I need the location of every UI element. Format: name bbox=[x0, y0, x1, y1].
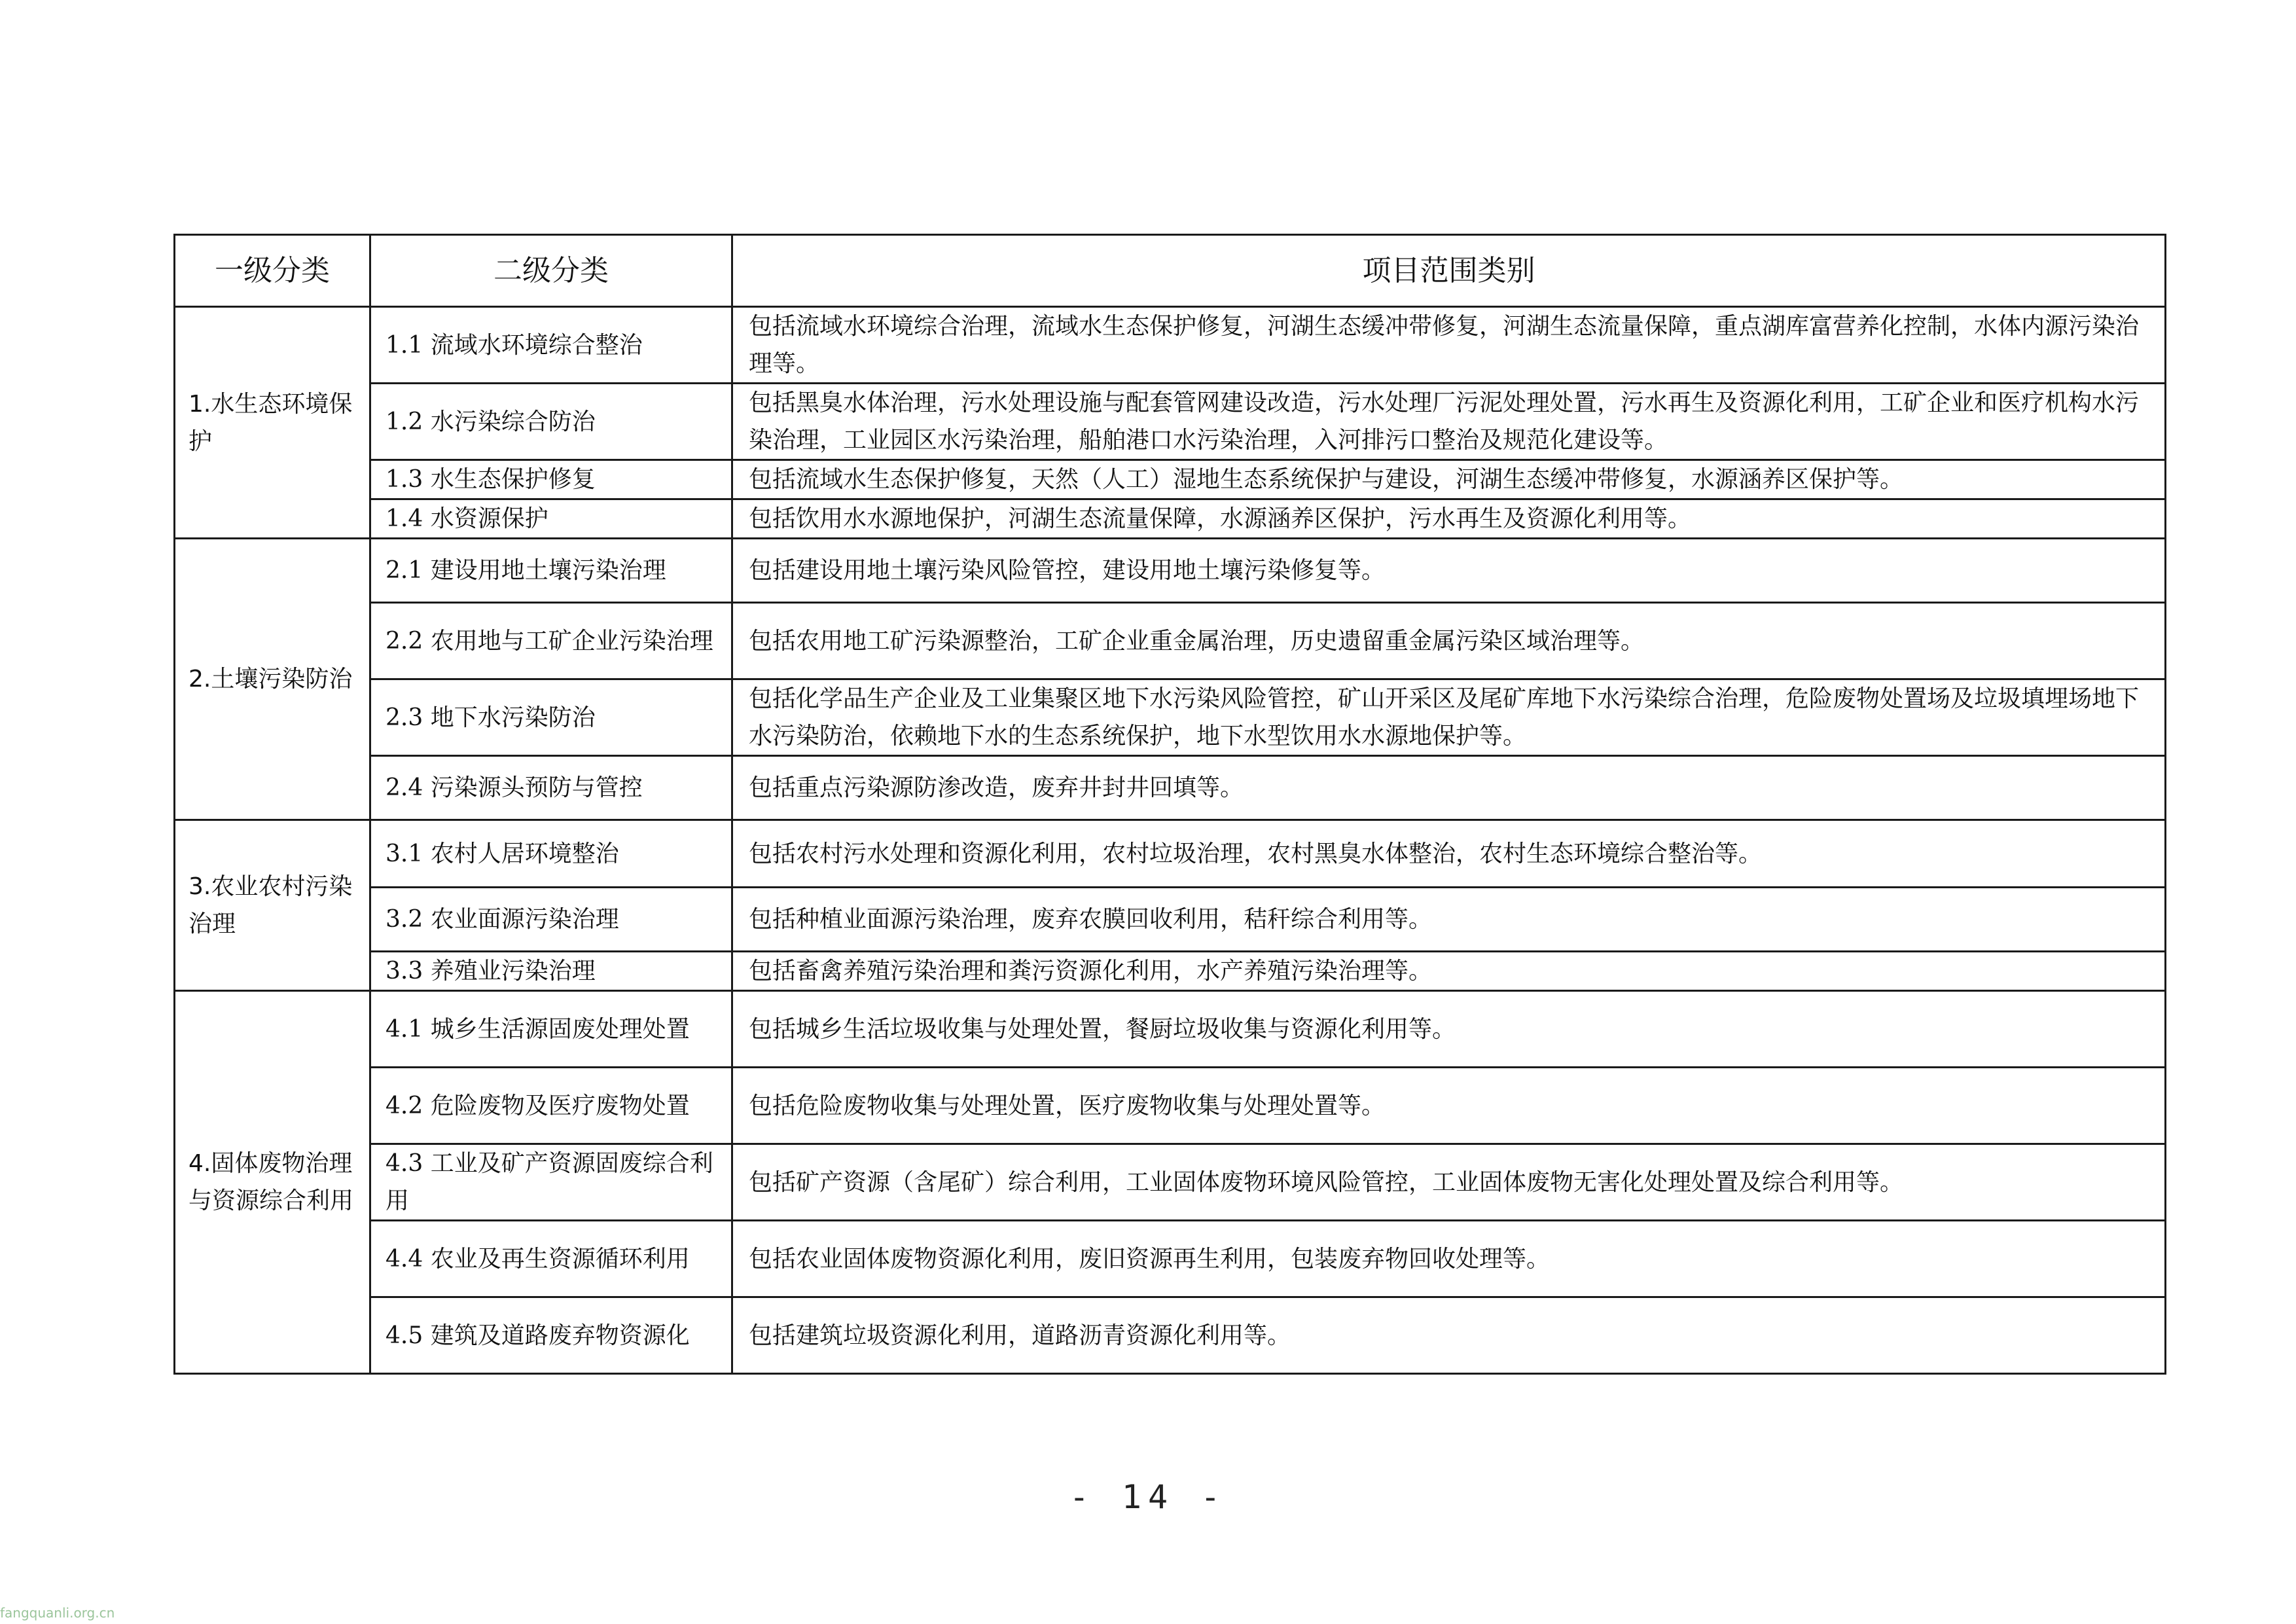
table-row bbox=[175, 499, 2166, 539]
project-scope-cell: 包括黑臭水体治理，污水处理设施与配套管网建设改造，污水处理厂污泥处理处置，污水再生及资源化利用，工矿企业和医疗机构水污染治理，工业园区水污染治理，船舶港口水污染治理，入河排污口整治及规范化建设等。 bbox=[732, 384, 2166, 460]
page-number: - 14 - bbox=[1069, 1478, 1227, 1516]
project-scope-cell: 包括重点污染源防渗改造，废弃井封井回填等。 bbox=[732, 756, 2166, 820]
project-scope-cell: 包括建筑垃圾资源化利用，道路沥青资源化利用等。 bbox=[732, 1297, 2166, 1374]
level2-category-cell: 2.2 农用地与工矿企业污染治理 bbox=[370, 603, 732, 679]
header-level1: 一级分类 bbox=[175, 235, 370, 307]
table-row bbox=[175, 307, 2166, 384]
table-row bbox=[175, 384, 2166, 460]
level2-category-cell: 4.3 工业及矿产资源固废综合利用 bbox=[370, 1144, 732, 1221]
level2-category-cell: 3.1 农村人居环境整治 bbox=[370, 820, 732, 888]
level2-category-cell: 3.2 农业面源污染治理 bbox=[370, 888, 732, 952]
level2-category-cell: 1.3 水生态保护修复 bbox=[370, 460, 732, 499]
table-row bbox=[175, 539, 2166, 603]
table-row bbox=[175, 820, 2166, 888]
project-scope-cell: 包括流域水生态保护修复，天然（人工）湿地生态系统保护与建设，河湖生态缓冲带修复，水源涵养区保护等。 bbox=[732, 460, 2166, 499]
level2-category-cell: 1.4 水资源保护 bbox=[370, 499, 732, 539]
table-row bbox=[175, 1144, 2166, 1221]
project-scope-cell: 包括流域水环境综合治理，流域水生态保护修复，河湖生态缓冲带修复，河湖生态流量保障，重点湖库富营养化控制，水体内源污染治理等。 bbox=[732, 307, 2166, 384]
level1-category-cell: 3.农业农村污染治理 bbox=[175, 820, 370, 991]
table-row bbox=[175, 460, 2166, 499]
level2-category-cell: 4.5 建筑及道路废弃物资源化 bbox=[370, 1297, 732, 1374]
table-row bbox=[175, 952, 2166, 991]
project-scope-cell: 包括种植业面源污染治理，废弃农膜回收利用，秸秆综合利用等。 bbox=[732, 888, 2166, 952]
project-scope-cell: 包括城乡生活垃圾收集与处理处置，餐厨垃圾收集与资源化利用等。 bbox=[732, 991, 2166, 1068]
level2-category-cell: 2.3 地下水污染防治 bbox=[370, 679, 732, 756]
project-scope-cell: 包括饮用水水源地保护，河湖生态流量保障，水源涵养区保护，污水再生及资源化利用等。 bbox=[732, 499, 2166, 539]
table-row bbox=[175, 1068, 2166, 1144]
table-row bbox=[175, 888, 2166, 952]
project-scope-cell: 包括化学品生产企业及工业集聚区地下水污染风险管控，矿山开采区及尾矿库地下水污染综合治理，危险废物处置场及垃圾填埋场地下水污染防治，依赖地下水的生态系统保护，地下水型饮用水水源地保护等。 bbox=[732, 679, 2166, 756]
level1-category-cell: 2.土壤污染防治 bbox=[175, 539, 370, 820]
classification-table bbox=[173, 234, 2166, 1375]
level1-category-cell: 4.固体废物治理与资源综合利用 bbox=[175, 991, 370, 1374]
project-scope-cell: 包括农用地工矿污染源整治，工矿企业重金属治理，历史遗留重金属污染区域治理等。 bbox=[732, 603, 2166, 679]
level1-category-cell: 1.水生态环境保护 bbox=[175, 307, 370, 539]
table-row bbox=[175, 679, 2166, 756]
level2-category-cell: 4.4 农业及再生资源循环利用 bbox=[370, 1221, 732, 1297]
header-row bbox=[175, 235, 2166, 307]
project-scope-cell: 包括建设用地土壤污染风险管控，建设用地土壤污染修复等。 bbox=[732, 539, 2166, 603]
level2-category-cell: 1.1 流域水环境综合整治 bbox=[370, 307, 732, 384]
level2-category-cell: 4.1 城乡生活源固废处理处置 bbox=[370, 991, 732, 1068]
project-scope-cell: 包括畜禽养殖污染治理和粪污资源化利用，水产养殖污染治理等。 bbox=[732, 952, 2166, 991]
table-row bbox=[175, 756, 2166, 820]
watermark: fangquanli.org.cn bbox=[0, 1605, 115, 1621]
project-scope-cell: 包括农业固体废物资源化利用，废旧资源再生利用，包装废弃物回收处理等。 bbox=[732, 1221, 2166, 1297]
table-header bbox=[175, 235, 2166, 307]
table-row bbox=[175, 603, 2166, 679]
level2-category-cell: 4.2 危险废物及医疗废物处置 bbox=[370, 1068, 732, 1144]
level2-category-cell: 1.2 水污染综合防治 bbox=[370, 384, 732, 460]
table-row bbox=[175, 1297, 2166, 1374]
table-row bbox=[175, 1221, 2166, 1297]
project-scope-cell: 包括矿产资源（含尾矿）综合利用，工业固体废物环境风险管控，工业固体废物无害化处理处置及综合利用等。 bbox=[732, 1144, 2166, 1221]
level2-category-cell: 3.3 养殖业污染治理 bbox=[370, 952, 732, 991]
project-scope-cell: 包括农村污水处理和资源化利用，农村垃圾治理，农村黑臭水体整治，农村生态环境综合整治等。 bbox=[732, 820, 2166, 888]
table-body bbox=[175, 307, 2166, 1374]
header-scope: 项目范围类别 bbox=[732, 235, 2166, 307]
level2-category-cell: 2.4 污染源头预防与管控 bbox=[370, 756, 732, 820]
level2-category-cell: 2.1 建设用地土壤污染治理 bbox=[370, 539, 732, 603]
table-row bbox=[175, 991, 2166, 1068]
header-level2: 二级分类 bbox=[370, 235, 732, 307]
project-scope-cell: 包括危险废物收集与处理处置，医疗废物收集与处理处置等。 bbox=[732, 1068, 2166, 1144]
